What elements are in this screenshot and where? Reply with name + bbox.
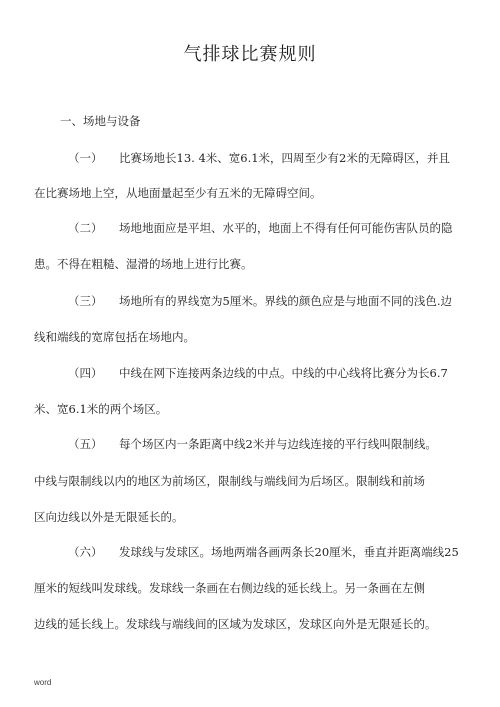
paragraph-number: （二） [68,221,103,235]
paragraph-line: 厘米的短线叫发球线。发球线一条画在右侧边线的延长线上。另一条画在左侧 [34,581,425,595]
paragraph-number: （一） [68,151,103,165]
paragraph-line: 边线的延长线上。发球线与端线间的区域为发球区，发球区向外是无限延长的。 [34,617,437,631]
paragraph-line: 在比赛场地上空，从地面量起至少有五米的无障碍空间。 [34,186,322,200]
paragraph-first-line: 场地所有的界线宽为5厘米。界线的颜色应是与地面不同的浅色.边 [119,294,452,308]
paragraph-line: 区向边线以外是无限延长的。 [34,510,184,524]
page-title: 气排球比赛规则 [183,44,317,65]
paragraph-number: （四） [68,366,103,380]
paragraph-number: （五） [68,437,103,451]
paragraph-first-line: 场地地面应是平坦、水平的，地面上不得有任何可能伤害队员的隐 [119,221,453,235]
footer-label: word [34,678,52,687]
paragraph-number: （六） [68,545,103,559]
section-heading: 一、场地与设备 [60,114,141,128]
paragraph-first-line: 比赛场地长13. 4米、宽6.1米，四周至少有2米的无障碍区，并且 [119,151,450,165]
paragraph-line: 米、宽6.1米的两个场区。 [34,402,168,416]
paragraph-line: 线和端线的宽席包括在场地内。 [34,330,195,344]
paragraph-line: 中线与限制线以内的地区为前场区，限制线与端线间为后场区。限制线和前场 [34,474,425,488]
paragraph-line: 患。不得在粗糙、湿滑的场地上进行比赛。 [34,257,253,271]
paragraph-first-line: 中线在网下连接两条边线的中点。中线的中心线将比赛分为长6.7 [119,366,448,380]
paragraph-number: （三） [68,294,103,308]
paragraph-first-line: 发球线与发球区。场地两端各画两条长20厘米，垂直并距离端线25 [119,545,459,559]
paragraph-first-line: 每个场区内一条距离中线2米并与边线连接的平行线叫限制线。 [119,437,437,451]
